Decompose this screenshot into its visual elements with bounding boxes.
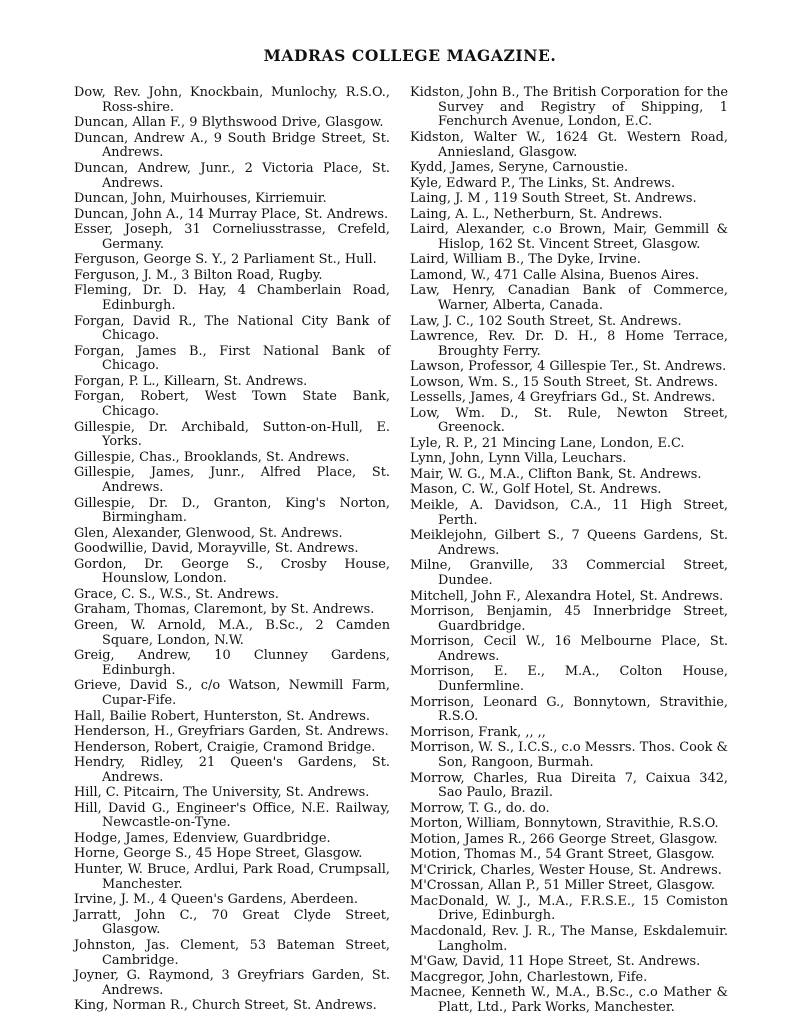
address-entry: Dow, Rev. John, Knockbain, Munlochy, R.S.O., Ross-shire. (74, 85, 390, 115)
address-entry: King, Norman R., Church Street, St. Andrews. (74, 998, 377, 1014)
address-entry: Graham, Thomas, Claremont, by St. Andrews. (74, 602, 375, 618)
address-entry: Kydd, James, Seryne, Carnoustie. (410, 160, 629, 176)
address-entry: Fleming, Dr. D. Hay, 4 Chamberlain Road, Edinburgh. (74, 283, 390, 314)
address-entry: Lamond, W., 471 Calle Alsina, Buenos Aires. (410, 267, 699, 283)
address-entry: Gillespie, Dr. D., Granton, King's Norton, Birmingham. (74, 495, 390, 526)
address-entry: Johnston, Jas. Clement, 53 Bateman Street, Cambridge. (74, 937, 390, 968)
address-entry: Morrow, Charles, Rua Direita 7, Caixua 342, Sao Paulo, Brazil. (410, 770, 728, 801)
address-entry: Morrison, Benjamin, 45 Innerbridge Street, Guardbridge. (410, 604, 728, 634)
address-entry: Joyner, G. Raymond, 3 Greyfriars Garden, St. Andrews. (74, 968, 390, 998)
address-entry: Low, Wm. D., St. Rule, Newton Street, Greenock. (410, 405, 728, 436)
address-entry: Jarratt, John C., 70 Great Clyde Street, Glasgow. (74, 907, 390, 938)
address-entry: Laing, A. L., Netherburn, St. Andrews. (410, 206, 663, 222)
address-entry: Hendry, Ridley, 21 Queen's Gardens, St. Andrews. (74, 755, 390, 785)
address-entry: Hall, Bailie Robert, Hunterston, St. Andrews. (74, 708, 370, 724)
address-entry: Henderson, Robert, Craigie, Cramond Bridge. (74, 739, 376, 755)
address-entry: Macdonald, Rev. J. R., The Manse, Eskdalemuir. Langholm. (410, 923, 728, 954)
address-entry: Morton, William, Bonnytown, Stravithie, R.S.O. (410, 816, 719, 832)
address-entry: Meiklejohn, Gilbert S., 7 Queens Gardens, St. Andrews. (410, 528, 728, 558)
address-entry: Milne, Granville, 33 Commercial Street, Dundee. (410, 558, 728, 589)
address-entry: Duncan, John, Muirhouses, Kirriemuir. (74, 191, 327, 207)
address-entry: Morrison, Frank, ,, ,, (410, 724, 546, 740)
address-entry: Hunter, W. Bruce, Ardlui, Park Road, Crumpsall, Manchester. (74, 861, 390, 892)
address-entry: Mair, W. G., M.A., Clifton Bank, St. Andrews. (410, 466, 702, 482)
address-entry: M'Gaw, David, 11 Hope Street, St. Andrews. (410, 954, 701, 970)
address-entry: Macnee, Kenneth W., M.A., B.Sc., c.o Mather & Platt, Ltd., Park Works, Manchester. (410, 985, 728, 1015)
address-entry: Motion, James R., 266 George Street, Glasgow. (410, 831, 718, 847)
address-entry: Lessells, James, 4 Greyfriars Gd., St. Andrews. (410, 390, 716, 406)
address-entry: Morrison, Leonard G., Bonnytown, Stravithie, R.S.O. (410, 694, 728, 725)
address-entry: Mitchell, John F., Alexandra Hotel, St. Andrews. (410, 588, 724, 604)
address-entry: Duncan, Andrew, Junr., 2 Victoria Place, St. Andrews. (74, 160, 390, 191)
address-entry: Horne, George S., 45 Hope Street, Glasgow. (74, 846, 363, 862)
address-entry: Glen, Alexander, Glenwood, St. Andrews. (74, 525, 343, 541)
address-entry: Lawson, Professor, 4 Gillespie Ter., St. Andrews. (410, 359, 727, 375)
address-entry: Hodge, James, Edenview, Guardbridge. (74, 830, 331, 846)
address-entry: Goodwillie, David, Morayville, St. Andrews. (74, 541, 359, 557)
address-entry: Gillespie, Dr. Archibald, Sutton-on-Hull, E. Yorks. (74, 419, 390, 450)
right-address-column (410, 86, 728, 1016)
address-entry: Duncan, Andrew A., 9 South Bridge Street, St. Andrews. (74, 130, 390, 161)
address-entry: Morrison, E. E., M.A., Colton House, Dunfermline. (410, 664, 728, 695)
address-entry: Gillespie, James, Junr., Alfred Place, St. Andrews. (74, 465, 390, 496)
address-entry: Lowson, Wm. S., 15 South Street, St. Andrews. (410, 374, 718, 390)
address-entry: Forgan, David R., The National City Bank of Chicago. (74, 313, 390, 344)
address-entry: Kyle, Edward P., The Links, St. Andrews. (410, 175, 676, 191)
address-entry: Forgan, Robert, West Town State Bank, Chicago. (74, 389, 390, 420)
address-entry: Duncan, John A., 14 Murray Place, St. Andrews. (74, 206, 389, 222)
page-title: MADRAS COLLEGE MAGAZINE. (263, 46, 557, 65)
address-entry: Forgan, James B., First National Bank of Chicago. (74, 343, 390, 374)
address-entry: Motion, Thomas M., 54 Grant Street, Glasgow. (410, 847, 715, 863)
address-entry: Laing, J. M , 119 South Street, St. Andrews. (410, 191, 697, 207)
address-entry: Morrison, Cecil W., 16 Melbourne Place, St. Andrews. (410, 634, 728, 664)
address-entry: Mason, C. W., Golf Hotel, St. Andrews. (410, 482, 662, 498)
address-entry: Law, J. C., 102 South Street, St. Andrews. (410, 313, 682, 329)
address-entry: Hill, David G., Engineer's Office, N.E. Railway, Newcastle-on-Tyne. (74, 800, 390, 831)
address-entry: Green, W. Arnold, M.A., B.Sc., 2 Camden Square, London, N.W. (74, 617, 390, 648)
address-entry: Law, Henry, Canadian Bank of Commerce, Warner, Alberta, Canada. (410, 283, 728, 314)
address-entry: Morrow, T. G., do. do. (410, 800, 550, 816)
address-entry: Irvine, J. M., 4 Queen's Gardens, Aberdeen. (74, 892, 359, 908)
address-entry: Greig, Andrew, 10 Clunney Gardens, Edinburgh. (74, 648, 390, 678)
address-entry: Meikle, A. Davidson, C.A., 11 High Street, Perth. (410, 497, 728, 528)
address-entry: Forgan, P. L., Killearn, St. Andrews. (74, 373, 308, 389)
address-entry: Ferguson, J. M., 3 Bilton Road, Rugby. (74, 267, 323, 283)
address-entry: Ferguson, George S. Y., 2 Parliament St., Hull. (74, 252, 377, 268)
address-entry: Lynn, John, Lynn Villa, Leuchars. (410, 451, 627, 467)
address-entry: MacDonald, W. J., M.A., F.R.S.E., 15 Comiston Drive, Edinburgh. (410, 893, 728, 924)
address-entry: Grieve, David S., c/o Watson, Newmill Farm, Cupar-Fife. (74, 678, 390, 709)
address-entry: Lawrence, Rev. Dr. D. H., 8 Home Terrace, Broughty Ferry. (410, 329, 728, 359)
address-entry: Laird, Alexander, c.o Brown, Mair, Gemmill & Hislop, 162 St. Vincent Street, Glasgow. (410, 222, 728, 252)
address-entry: Grace, C. S., W.S., St. Andrews. (74, 586, 279, 602)
address-entry: Morrison, W. S., I.C.S., c.o Messrs. Thos. Cook & Son, Rangoon, Burmah. (410, 740, 728, 771)
address-entry: Duncan, Allan F., 9 Blythswood Drive, Glasgow. (74, 115, 384, 131)
address-entry: Henderson, H., Greyfriars Garden, St. Andrews. (74, 724, 389, 740)
address-entry: Hill, C. Pitcairn, The University, St. Andrews. (74, 785, 370, 801)
address-entry: Kidston, Walter W., 1624 Gt. Western Road, Anniesland, Glasgow. (410, 129, 728, 160)
address-entry: Macgregor, John, Charlestown, Fife. (410, 969, 648, 985)
address-entry: Laird, William B., The Dyke, Irvine. (410, 252, 641, 268)
address-entry: Gillespie, Chas., Brooklands, St. Andrews. (74, 449, 350, 465)
address-entry: Esser, Joseph, 31 Corneliusstrasse, Crefeld, Germany. (74, 222, 390, 252)
address-entry: M'Cririck, Charles, Wester House, St. Andrews. (410, 862, 722, 878)
address-entry: Gordon, Dr. George S., Crosby House, Hounslow, London. (74, 556, 390, 587)
left-address-column (74, 86, 390, 1015)
address-entry: M'Crossan, Allan P., 51 Miller Street, Glasgow. (410, 878, 716, 894)
address-entry: Lyle, R. P., 21 Mincing Lane, London, E.C. (410, 435, 685, 451)
address-entry: Kidston, John B., The British Corporation for the Survey and Registry of Shipping, 1 Fenchurch Avenue, London, E.C. (410, 85, 728, 130)
